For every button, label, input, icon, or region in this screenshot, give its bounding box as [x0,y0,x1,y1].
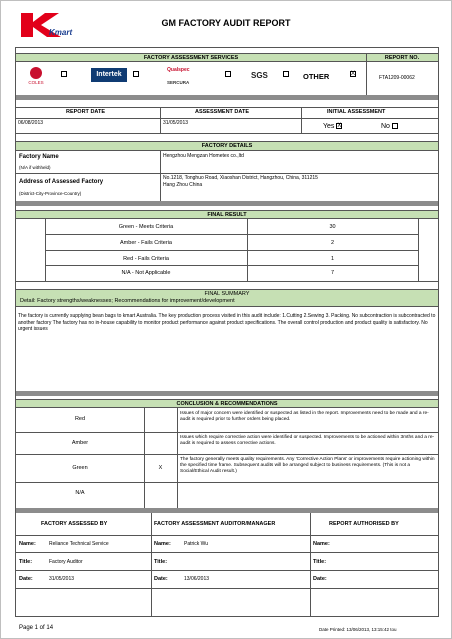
col2-title-label: Title: [154,559,168,565]
col1-title: Factory Auditor [49,559,83,565]
final-summary-heading: FINAL SUMMARY [204,291,250,297]
assessment-date: 31/05/2013 [163,120,189,126]
col1-name: Reliance Technical Service [49,541,109,547]
factory-address-line1: No.1218, Tonghuo Road, Xiaoshan District, Hangzhou, China, 311215 [163,175,318,181]
conclusion-text-green: The factory generally meets quality requirements. Any 'Corrective Action Plans' or improvements require actioning within the specified time frame. Subsequent audits will be arranged subject to business requirements. (This is not a Social/Ethical Audit result.) [180,457,435,475]
report-date: 06/08/2013 [18,120,44,126]
auditor-manager-heading: FACTORY ASSESSMENT AUDITOR/MANAGER [154,521,276,527]
col1-title-label: Title: [19,559,33,565]
col1-date: 31/05/2013 [49,576,75,582]
factory-name: Hengzhou Mengzan Hometex co.,ltd [163,153,244,159]
gray-divider [16,95,438,100]
report-date-label: REPORT DATE [66,109,106,115]
sgs-logo: SGS [251,71,268,80]
intertek-checkbox[interactable] [133,71,139,78]
gray-divider [16,201,438,206]
col2-name-label: Name: [154,541,171,547]
col1-name-label: Name: [19,541,36,547]
report-number: FTA1209-00062 [379,75,415,81]
kmart-logo [19,11,77,39]
initial-no[interactable]: No [381,123,398,130]
initial-yes[interactable]: Yes X [323,123,342,130]
other-label: OTHER [303,72,330,81]
coles-checkbox[interactable] [61,71,67,78]
factory-address-note: (District-City-Province-Country) [19,191,82,196]
col2-name: Patrick Wu [184,541,209,547]
result-label-na: N/A - Not Applicable [121,270,171,276]
factory-name-label: Factory Name [19,154,59,160]
qualspec-logo: Qualspec [167,67,190,73]
col3-title-label: Title: [313,559,327,565]
result-value-na: 7 [330,270,335,276]
col3-name-label: Name: [313,541,330,547]
sercura-logo: SERCURA [167,80,190,85]
coles-logo [23,65,49,87]
factory-details-heading: FACTORY DETAILS [16,141,438,151]
services-header [16,53,438,62]
svg-text:COLES: COLES [28,80,44,85]
qualspec-checkbox[interactable] [225,71,231,78]
conclusion-label-green: Green [72,465,88,471]
date-printed: Date Printed: 13/06/2013, 13:15:42 tou [319,627,397,632]
gray-divider [16,508,438,513]
result-label-red: Red - Fails Criteria [123,256,169,262]
conclusion-text-amber: Issues which require corrective action were identified or suspected. Improvements to be actioned within 3mths and a re-audit is required to assess corrective actions. [180,435,435,447]
intertek-logo: Intertek [91,68,127,82]
authorised-by-heading: REPORT AUTHORISED BY [329,521,399,527]
result-label-green: Green - Meets Criteria [118,224,174,230]
result-label-amber: Amber - Fails Criteria [120,240,172,246]
conclusion-text-red: Issues of major concern were identified or suspected as listed in the report. Improvements need to be made and a re-audit is required prior to further orders being placed. [180,411,429,423]
services-heading: FACTORY ASSESSMENT SERVICES [143,55,239,61]
col2-date: 13/06/2013 [184,576,210,582]
assessment-date-label: ASSESSMENT DATE [195,109,249,115]
divider [366,53,367,95]
final-result-heading: FINAL RESULT [16,210,438,219]
report-no-label: REPORT NO. [384,55,420,61]
conclusion-heading: CONCLUSION & RECOMMENDATIONS [16,399,438,408]
initial-assessment-label: INITIAL ASSESSMENT [327,109,386,115]
factory-assessed-by-heading: FACTORY ASSESSED BY [41,521,108,527]
logo-text: Kmart [49,28,73,37]
result-value-green: 30 [329,224,336,230]
result-value-amber: 2 [330,240,335,246]
final-summary-header [16,289,438,307]
result-value-red: 1 [330,256,335,262]
factory-address-line2: Hang Zhou China [163,182,203,188]
col2-date-label: Date: [154,576,168,582]
gray-divider [16,391,438,396]
col3-date-label: Date: [313,576,327,582]
page-number: Page 1 of 14 [19,625,54,631]
factory-name-note: (N/A if withheld) [19,165,51,170]
conclusion-mark-green: X [158,465,163,471]
conclusion-label-na: N/A [75,490,85,496]
conclusion-label-amber: Amber [71,440,89,446]
final-summary-subheading: Detail: Factory strengths/weaknesses; Recommendations for improvement/development [20,298,235,304]
other-checkbox[interactable]: X [351,71,356,77]
final-summary-text: The factory is currently supplying bean bags to kmart Australia. The key production process visited in this audit include: 1.Cutting 2.Sewing 3. Packing. No subcontraction is subcontracted to another factory The factory has no in-house capability to monitor product performance against product specifications. The overall control production and product quality is satisfactory. No urgent issues [18,313,436,332]
sgs-checkbox[interactable] [283,71,289,78]
factory-address-label: Address of Assessed Factory [19,179,104,185]
col1-date-label: Date: [19,576,33,582]
report-title: GM FACTORY AUDIT REPORT [161,18,291,28]
conclusion-label-red: Red [74,416,86,422]
